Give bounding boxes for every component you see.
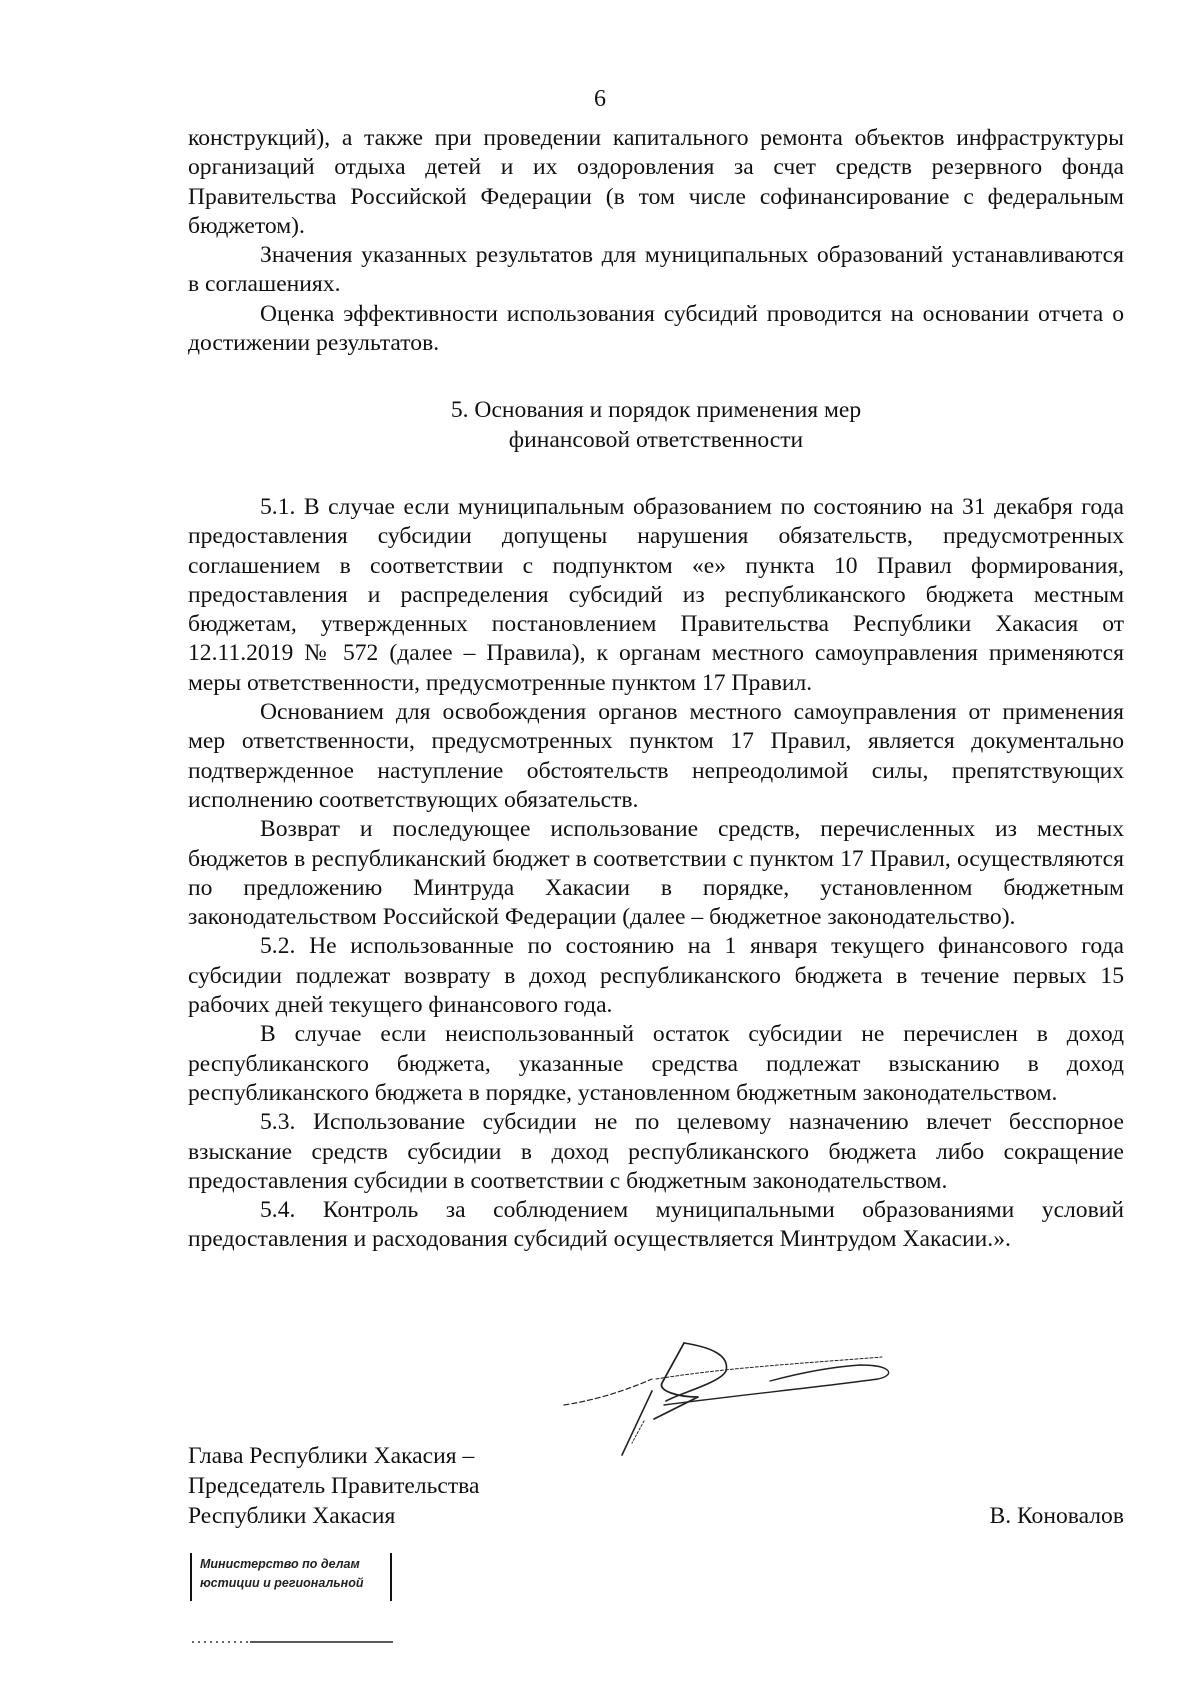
signatory-name: В. Коновалов (989, 1503, 1124, 1529)
paragraph-efficiency-assessment: Оценка эффективности использования субсидий проводится на основании отчета о достижении результатов. (188, 300, 1124, 357)
section-title-line1: 5. Основания и порядок применения мер (450, 397, 862, 424)
paragraph-exemption: Основанием для освобождения органов местного самоуправления от применения мер ответственности, предусмотренных пунктом 17 Правил, является документально подтвержденное наступление обстоятельств непреодолимой силы, препятствующих исполнению соответствующих обязательств. (188, 699, 1124, 813)
signatory-position-line3: Республики Хакасия (188, 1503, 396, 1529)
paragraph-5-2: 5.2. Не использованные по состоянию на 1 января текущего финансового года субсидии подлежат возврату в доход республиканского бюджета в течение первых 15 рабочих дней текущего финансового года. (188, 933, 1124, 1019)
section-title-line2: финансовой ответственности (508, 426, 804, 453)
paragraph-continuation: конструкций), а также при проведении капитального ремонта объектов инфраструктуры организаций отдыха детей и их оздоровления за счет средств резервного фонда Правительства Российской Федерации (в том числе софинансирование с федеральным бюджетом). (188, 125, 1124, 239)
registration-stamp (190, 1553, 392, 1601)
paragraph-5-1: 5.1. В случае если муниципальным образованием по состоянию на 31 декабря года предоставления субсидии допущены нарушения обязательств, предусмотренных соглашением в соответствии с подпунктом «е» пункта 10 Правил формирования, предоставления и распределения субсидий из республиканского бюджета местным бюджетам, утвержденных постановлением Правительства Республики Хакасия от 12.11.2019 № 572 (далее – Правила), к органам местного самоуправления применяются меры ответственности, предусмотренные пунктом 17 Правил. (188, 493, 1124, 696)
signatory-position-line2: Председатель Правительства (188, 1473, 480, 1499)
paragraph-refund: Возврат и последующее использование средств, перечисленных из местных бюджетов в республиканский бюджет в соответствии с пунктом 17 Правил, осуществляются по предложению Минтруда Хакасии в порядке, установленном бюджетным законодательством Российской Федерации (далее – бюджетное законодательство). (188, 816, 1124, 931)
handwritten-signature (560, 1335, 940, 1465)
signatory-position-line1: Глава Республики Хакасия – (188, 1443, 475, 1469)
paragraph-5-3: 5.3. Использование субсидии не по целевому назначению влечет бесспорное взыскание средств субсидии в доход республиканского бюджета либо сокращение предоставления субсидии в соответствии с бюджетным законодательством. (188, 1109, 1124, 1194)
stamp-line2: юстиции и региональной (200, 1576, 364, 1590)
document-body (188, 124, 1124, 1255)
paragraph-5-4: 5.4. Контроль за соблюдением муниципальными образованиями условий предоставления и расходования субсидий осуществляется Минтрудом Хакасии.». (188, 1197, 1124, 1253)
stamp-bottom-edge (190, 1639, 395, 1645)
paragraph-results-values: Значения указанных результатов для муниципальных образований устанавливаются в соглашениях. (188, 242, 1124, 298)
signatory-position (188, 1441, 479, 1531)
page-number: 6 (594, 86, 606, 112)
paragraph-recovery: В случае если неиспользованный остаток субсидии не перечислен в доход республиканского бюджета, указанные средства подлежат взысканию в доход республиканского бюджета в порядке, установленном бюджетным законодательством. (188, 1021, 1124, 1106)
stamp-line1: Министерство по делам (200, 1557, 360, 1571)
